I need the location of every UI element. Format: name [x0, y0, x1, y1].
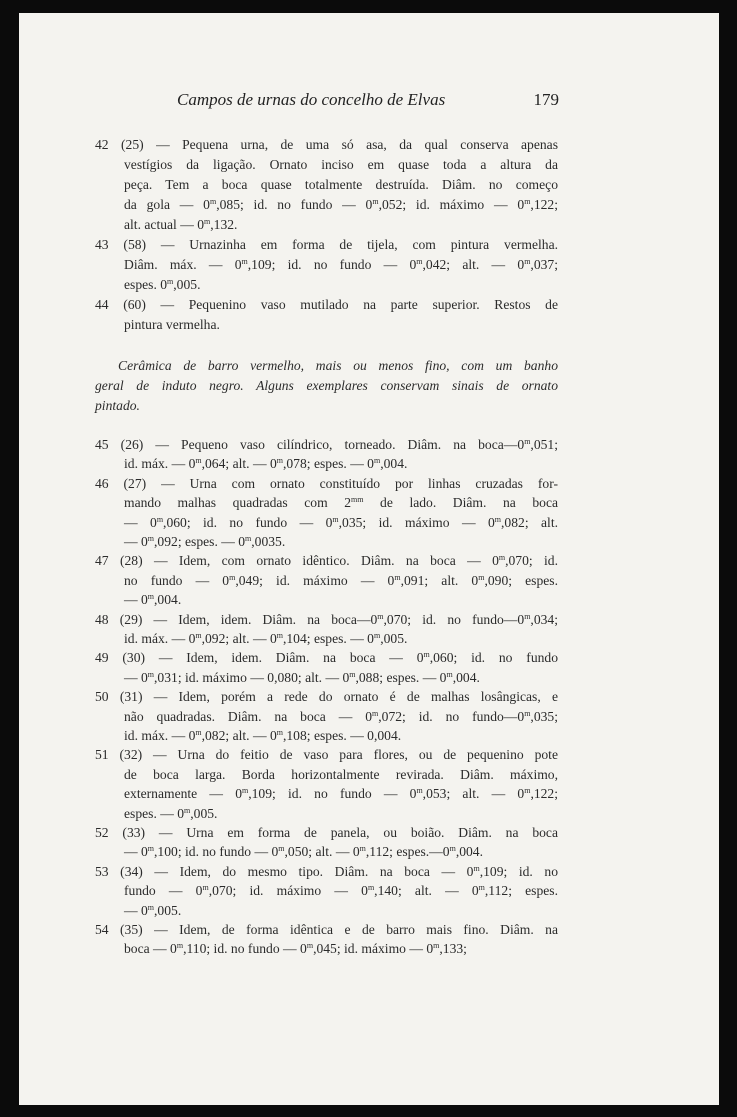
- entry-first-line: 44 (60) — Pequenino vaso mutilado na parte superior. Restos de: [95, 297, 558, 312]
- section-heading-line: pintado.: [95, 398, 140, 413]
- entry-line: peça. Tem a boca quase totalmente destruída. Diâm. no começo: [124, 177, 558, 192]
- entry-line: fundo — 0$^m$,070; id. máximo — 0$^m$,140; alt. — 0$^m$,112; espes.: [124, 883, 558, 899]
- entry-line: mando malhas quadradas com $2^{mm}$ de lado. Diâm. na boca: [124, 495, 559, 511]
- entry-line: boca — 0$^m$,110; id. no fundo — 0$^m$,045; id. máximo — 0$^m$,133;: [124, 941, 467, 957]
- page-number: 179: [533, 90, 559, 109]
- entry-line: — 0$^m$,031; id. máximo — 0,080; alt. — 0$^m$,088; espes. — 0$^m$,004.: [124, 669, 480, 685]
- entry-first-line: 54 (35) — Idem, de forma idêntica e de barro mais fino. Diâm. na: [95, 922, 558, 937]
- section-heading-line: geral de induto negro. Alguns exemplares conservam sinais de ornato: [95, 378, 558, 393]
- book-page: [19, 13, 719, 1105]
- entry-line: da gola — 0$^m$,085; id. no fundo — 0$^m$,052; id. máximo — 0$^m$,122;: [124, 197, 558, 212]
- entry-line: externamente — 0$^m$,109; id. no fundo — 0$^m$,053; alt. — 0$^m$,122;: [124, 786, 559, 802]
- running-title: Campos de urnas do concelho de Elvas: [177, 90, 446, 109]
- entry-line: id. máx. — 0$^m$,082; alt. — 0$^m$,108; espes. — 0,004.: [124, 728, 402, 743]
- entry-line: espes. 0$^m$,005.: [124, 277, 201, 292]
- entry-first-line: 50 (31) — Idem, porém a rede do ornato é de malhas losângicas, e: [95, 689, 558, 705]
- entry-line: — 0$^m$,100; id. no fundo — 0$^m$,050; alt. — 0$^m$,112; espes.—0$^m$,004.: [124, 844, 483, 860]
- entry-line: pintura vermelha.: [124, 317, 220, 332]
- entry-line: id. máx. — 0$^m$,064; alt. — 0$^m$,078; espes. — 0$^m$,004.: [124, 456, 408, 472]
- entry-line: id. máx. — 0$^m$,092; alt. — 0$^m$,104; espes. — 0$^m$,005.: [124, 631, 408, 646]
- entry-first-line: 53 (34) — Idem, do mesmo tipo. Diâm. na boca — 0$^m$,109; id. no: [95, 863, 558, 879]
- entry-line: — 0$^m$,060; id. no fundo — 0$^m$,035; id. máximo — 0$^m$,082; alt.: [124, 514, 559, 530]
- entry-first-line: 43 (58) — Urnazinha em forma de tijela, com pintura vermelha.: [95, 237, 558, 252]
- entry-first-line: 49 (30) — Idem, idem. Diâm. na boca — 0$^m$,060; id. no fundo: [95, 650, 559, 666]
- entry-line: Diâm. máx. — 0$^m$,109; id. no fundo — 0$^m$,042; alt. — 0$^m$,037;: [124, 257, 558, 272]
- entry-first-line: 42 (25) — Pequena urna, de uma só asa, da qual conserva apenas: [95, 137, 558, 152]
- entry-line: — 0$^m$,092; espes. — 0$^m$,0035.: [124, 534, 286, 549]
- entry-line: — 0$^m$,004.: [124, 592, 182, 608]
- entry-line: espes. — 0$^m$,005.: [124, 805, 218, 821]
- entry-line: de boca larga. Borda horizontalmente revirada. Diâm. máximo,: [124, 766, 558, 782]
- entry-first-line: 45 (26) — Pequeno vaso cilíndrico, torneado. Diâm. na boca—0$^m$,051;: [95, 437, 558, 452]
- entry-line: não quadradas. Diâm. na boca — 0$^m$,072; id. no fundo—0$^m$,035;: [124, 708, 558, 724]
- body-text: [19, 13, 719, 1105]
- entry-line: no fundo — 0$^m$,049; id. máximo — 0$^m$,091; alt. 0$^m$,090; espes.: [124, 572, 558, 588]
- entry-line: alt. actual — 0$^m$,132.: [124, 217, 238, 232]
- entry-first-line: 47 (28) — Idem, com ornato idêntico. Diâm. na boca — 0$^m$,070; id.: [95, 553, 559, 569]
- entry-first-line: 46 (27) — Urna com ornato constituído por linhas cruzadas for-: [95, 475, 558, 491]
- entry-first-line: 52 (33) — Urna em forma de panela, ou boião. Diâm. na boca: [95, 825, 558, 840]
- entry-line: — 0$^m$,005.: [124, 902, 182, 918]
- entry-first-line: 48 (29) — Idem, idem. Diâm. na boca—0$^m$,070; id. no fundo—0$^m$,034;: [95, 611, 558, 627]
- section-heading-line: Cerâmica de barro vermelho, mais ou menos fino, com um banho: [118, 358, 558, 373]
- entry-first-line: 51 (32) — Urna do feitio de vaso para flores, ou de pequenino pote: [95, 747, 558, 763]
- entry-line: vestígios da ligação. Ornato inciso em quase toda a altura da: [124, 157, 558, 172]
